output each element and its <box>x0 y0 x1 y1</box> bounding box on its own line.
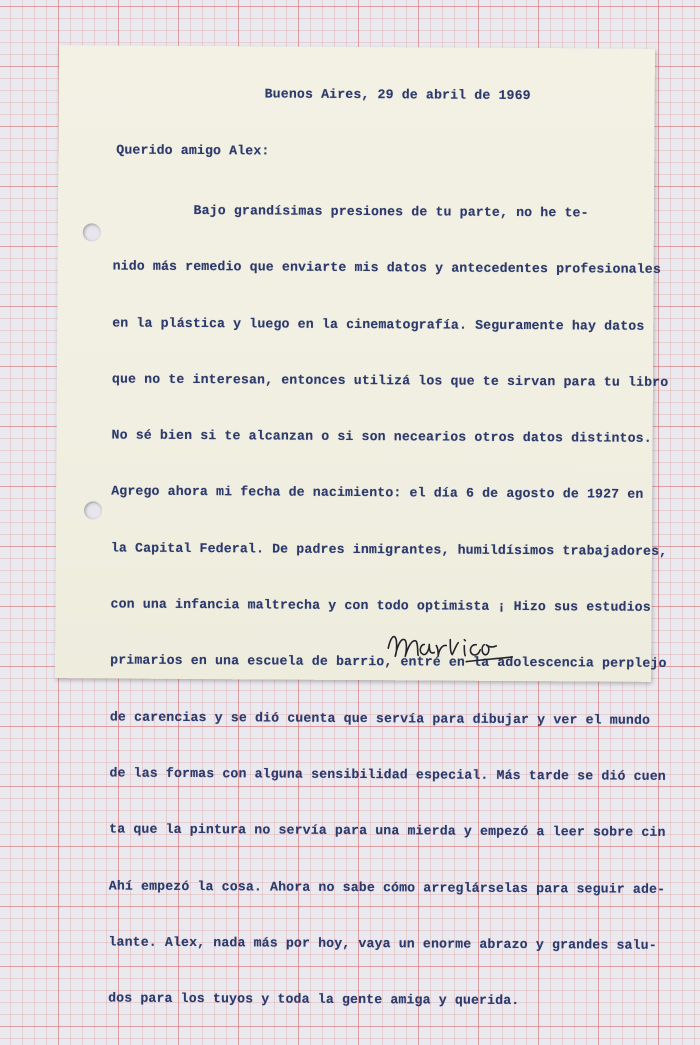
body-line: que no te interesan, entonces utilizá los que te sirvan para tu libro <box>111 371 669 390</box>
body-line: la Capital Federal. De padres inmigrantes, humildísimos trabajadores, <box>110 540 668 559</box>
punch-hole-lower <box>84 501 102 519</box>
body-line: de las formas con alguna sensibilidad especial. Más tarde se dió cuen <box>109 765 666 784</box>
handwritten-signature <box>380 614 550 679</box>
body-line: de carencias y se dió cuenta que servía para dibujar y ver el mundo <box>109 709 651 728</box>
body-line: dos para los tuyos y toda la gente amiga y querida. <box>108 990 520 1009</box>
body-line: nido más remedio que enviarte mis datos y antecedentes profesionales <box>112 258 661 278</box>
signature-drawing <box>380 614 550 675</box>
body-line: con una infancia maltrecha y con todo optimista ¡ Hizo sus estudios <box>110 596 651 615</box>
body-line: en la plástica y luego en la cinematografía. Seguramente hay datos <box>112 315 645 334</box>
body-line: lante. Alex, nada más por hoy, vaya un enorme abrazo y grandes salu- <box>108 934 657 953</box>
body-line: Agrego ahora mi fecha de nacimiento: el día 6 de agosto de 1927 en <box>111 483 644 503</box>
body-line: Bajo grandísimas presiones de tu parte, no he te- <box>112 202 589 221</box>
letter-sheet <box>55 45 669 1009</box>
letter-body <box>108 168 670 1045</box>
date-line: Buenos Aires, 29 de abril de 1969 <box>264 86 531 104</box>
body-line: primarios en una escuela de barrio, entré en la adolescencia perplejo <box>110 652 667 672</box>
punch-hole-upper <box>83 223 101 241</box>
body-line: No sé bien si te alcanzan o si son necearios otros datos distintos. <box>111 427 652 447</box>
salutation: Querido amigo Alex: <box>116 142 270 159</box>
body-line: Ahí empezó la cosa. Ahora no sabe cómo arreglárselas para seguir ade- <box>108 878 666 897</box>
body-line: ta que la pintura no servía para una mierda y empezó a leer sobre cin <box>109 821 666 841</box>
